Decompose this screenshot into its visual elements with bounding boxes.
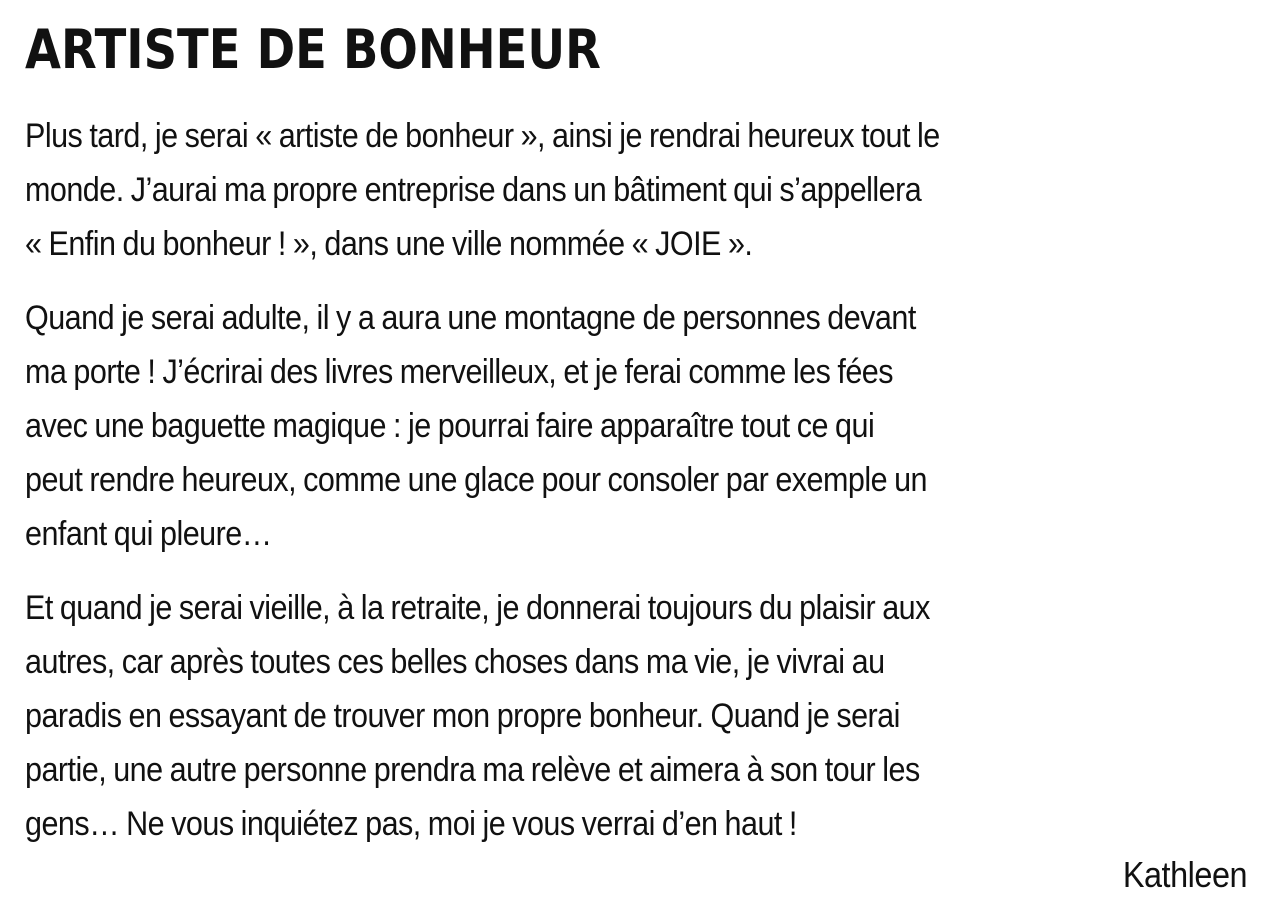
document-body — [25, 109, 1249, 851]
text-line: ma porte ! J’écrirai des livres merveilleux, et je ferai comme les fées — [25, 352, 893, 391]
text-line: Quand je serai adulte, il y a aura une montagne de personnes devant — [25, 298, 916, 337]
text-line: monde. J’aurai ma propre entreprise dans un bâtiment qui s’appellera — [25, 170, 922, 209]
document-title: ARTISTE DE BONHEUR — [25, 18, 601, 81]
paragraph-3 — [25, 581, 1249, 851]
text-line: enfant qui pleure… — [25, 514, 272, 553]
text-line: autres, car après toutes ces belles choses dans ma vie, je vivrai au — [25, 642, 885, 681]
text-line: avec une baguette magique : je pourrai faire apparaître tout ce qui — [25, 406, 875, 445]
text-line: peut rendre heureux, comme une glace pour consoler par exemple un — [25, 460, 928, 499]
text-line: paradis en essayant de trouver mon propre bonheur. Quand je serai — [25, 696, 900, 735]
paragraph-1 — [25, 109, 1249, 271]
text-line: gens… Ne vous inquiétez pas, moi je vous verrai d’en haut ! — [25, 804, 797, 843]
text-line: partie, une autre personne prendra ma relève et aimera à son tour les — [25, 750, 920, 789]
text-line: Et quand je serai vieille, à la retraite, je donnerai toujours du plaisir aux — [25, 588, 930, 627]
paragraph-2 — [25, 291, 1249, 561]
author-signature: Kathleen — [1122, 854, 1247, 895]
text-line: « Enfin du bonheur ! », dans une ville nommée « JOIE ». — [25, 224, 753, 263]
text-line: Plus tard, je serai « artiste de bonheur », ainsi je rendrai heureux tout le — [25, 116, 940, 155]
